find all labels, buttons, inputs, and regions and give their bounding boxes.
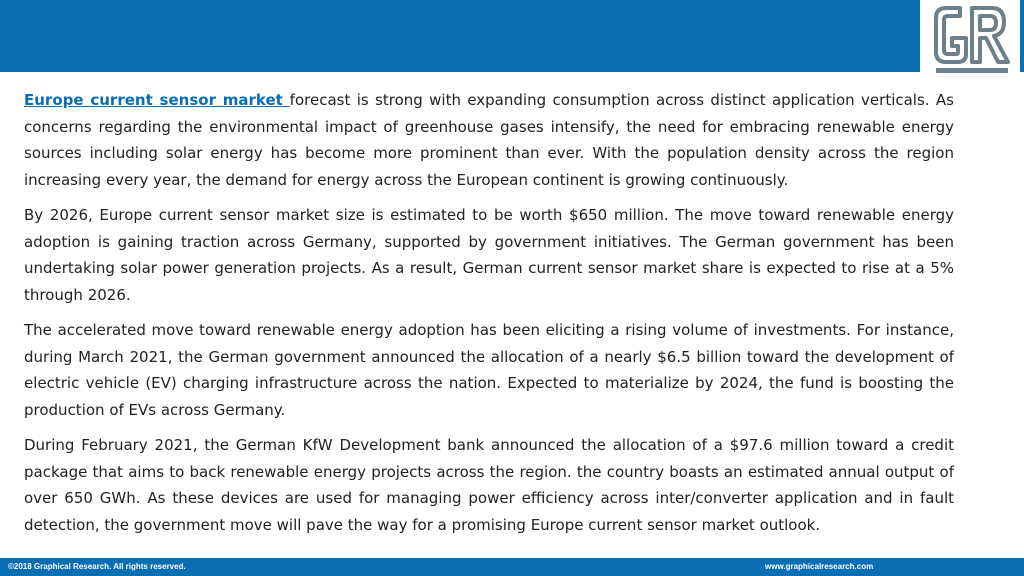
europe-current-sensor-market-link[interactable]: Europe current sensor market — [24, 91, 290, 109]
website-link[interactable]: www.graphicalresearch.com — [765, 562, 874, 571]
paragraph-1 — [24, 87, 954, 193]
gr-logo-icon — [920, 0, 1020, 80]
header-bar — [0, 0, 1024, 72]
footer-bar — [0, 558, 1024, 576]
graphical-research-logo[interactable] — [920, 0, 1020, 80]
paragraph-3: The accelerated move toward renewable energy adoption has been eliciting a rising volume of investments. For instance, during March 2021, the German government announced the allocation of a nearly $6.5 billion toward the development of electric vehicle (EV) charging infrastructure across the nation. Expected to materialize by 2024, the fund is boosting the production of EVs across Germany. — [24, 321, 954, 419]
paragraph-1-text: forecast is strong with expanding consumption across distinct application verticals. As concerns regarding the environmental impact of greenhouse gases intensify, the need for embracing renewable energy sources including solar energy has become more prominent than ever. With the population density across the region increasing every year, the demand for energy across the European continent is growing continuously. — [24, 91, 954, 189]
article-body — [24, 87, 954, 547]
copyright-text: ©2018 Graphical Research. All rights reserved. — [8, 562, 186, 571]
paragraph-2: By 2026, Europe current sensor market size is estimated to be worth $650 million. The move toward renewable energy adoption is gaining traction across Germany, supported by government initiatives. The German government has been undertaking solar power generation projects. As a result, German current sensor market share is expected to rise at a 5% through 2026. — [24, 206, 954, 304]
paragraph-4: During February 2021, the German KfW Development bank announced the allocation of a $97.6 million toward a credit package that aims to back renewable energy projects across the region. the country boasts an estimated annual output of over 650 GWh. As these devices are used for managing power efficiency across inter/converter application and in fault detection, the government move will pave the way for a promising Europe current sensor market outlook. — [24, 436, 954, 534]
